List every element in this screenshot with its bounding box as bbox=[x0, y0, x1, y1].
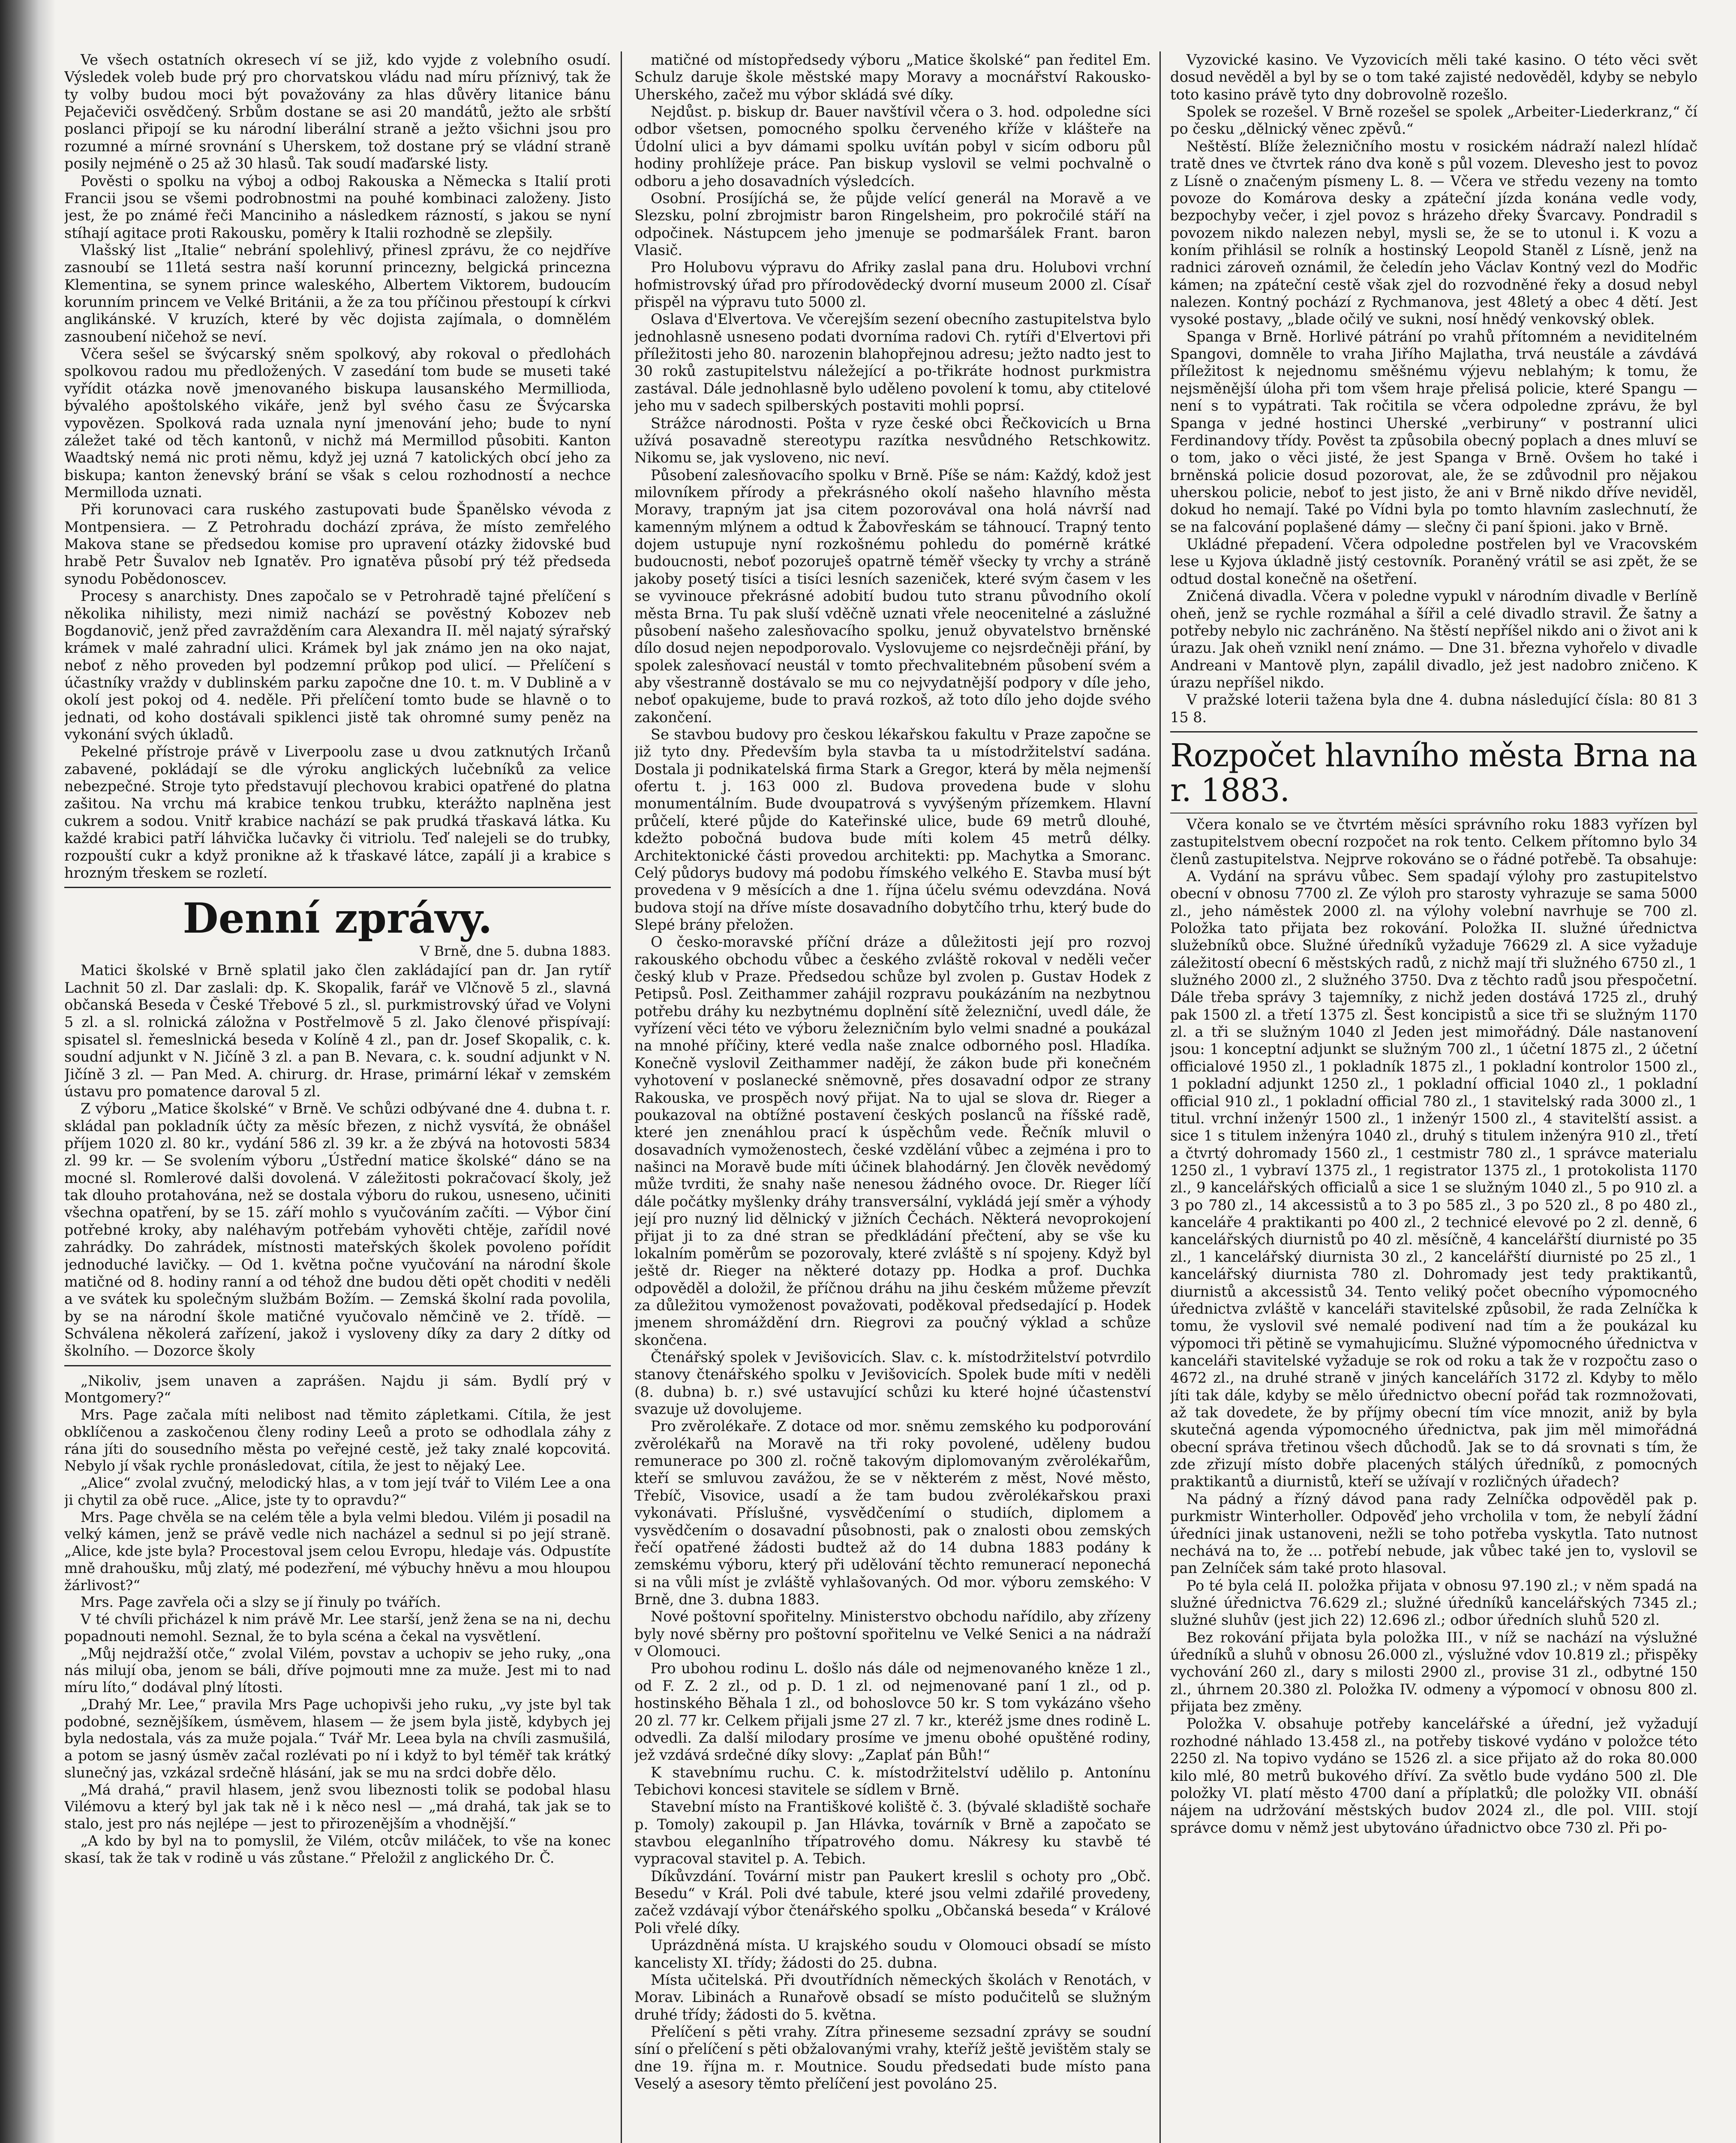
column-2 bbox=[634, 51, 1151, 2092]
news-paragraph: Místa učitelská. Při dvoutřídních německých školách v Renotách, v Morav. Libinách a Runařově obsadí se místo podučitelů se služným druhé třídy; žádosti do 5. května. bbox=[634, 1971, 1151, 2023]
news-paragraph: Působení zalesňovacího spolku v Brně. Píše se nám: Každý, kdož jest milovníkem přírody a překrásného okolí našeho hlavního města Moravy, trapným jat jsa citem pozorovával ona holá návrší nad kamenným mlýnem a odtud k Žabovřeskám se táhnoucí. Trapný tento dojem ustupuje nyní rozkošnému pohledu do pomérně krátké budoucnosti, neboť pozoruješ opatrně téměř všecky ty vrchy a stráně jakoby posetý tisíci a tisíci lesních sazeniček, které svým časem v les se vyvinouce překrásné adobití budou tuto stranu původního okolí města Brna. Tu pak sluší vděčně uznati vřele neocenitelné a záslužné působení našeho zalesňovacího spolku, jenuž obyvatelstvo brněnské dílo dosud nejen nepodporovalo. Vyslovujeme co nejsrdečněji přání, by spolek zalesňovací neustál v tomto přechvalitebném působení svém a aby všestranně dostávalo se mu co nejvydatnější podpory v díle jeho, neboť opakujeme, bude to pravá rozkoš, až toto dílo jeho dojde svého zakončení. bbox=[634, 466, 1151, 726]
news-paragraph: Vlašský list „Italie“ nebrání spolehlivý, přinesl zprávu, že co nejdříve zasnoubí se 11letá sestra naší korunní princezny, belgická princezna Klementina, se synem prince waleského, Albertem Viktorem, budoucím korunním princem ve Velké Británii, a že za tou příčinou přestoupí k církvi anglikánské. V kruzích, které by věc dojista zajímala, o domnělém zasnoubení ničehož se neví. bbox=[64, 241, 611, 345]
feuilleton-paragraph: Mrs. Page chvěla se na celém těle a byla velmi bledou. Vilém ji posadil na velký kámen, jenž se právě vedle nich nacházel a sednul si po její straně. „Alice, kde jste byla? Procestoval jsem celou Evropu, hledaje vás. Odpustíte mně drahoušku, můj zlatý, mé podezření, mé výbuchy hněvu a mou hloupou žárlivost?“ bbox=[64, 1508, 611, 1594]
budget-paragraph: Včera konalo se ve čtvrtém měsíci správního roku 1883 vyřízen byl zastupitelstvem obecní rozpočet na rok tento. Celkem přítomno bylo 34 členů zastupitelstva. Nejprve rokováno se o řádné potřebě. Ta obsahuje: bbox=[1170, 816, 1697, 867]
news-paragraph: Pro Holubovu výpravu do Afriky zaslal pana dru. Holubovi vrchní hofmistrovský úřad pro přírodovědecký dvorní museum 2000 zl. Císař přispěl na výpravu tuto 5000 zl. bbox=[634, 259, 1151, 311]
feuilleton-paragraph: Mrs. Page začala míti nelibost nad těmito zápletkami. Cítila, že jest obklíčenou a zaskočenou členy rodiny Leeů a proto se odhodlala záhy z rána jíti do sousedního města po veřejné cestě, jež taky znalé kopcovitá. Nebylo jí však rychle pronásledovat, cítila, že jest to nějaký Lee. bbox=[64, 1406, 611, 1474]
news-paragraph: Zničená divadla. Včera v poledne vypukl v národním divadle v Berlíně oheň, jenž se rychle rozmáhal a šířil a celé divadlo stravil. Že šatny a potřeby nebylo nic zachráněno. Na štěstí nepříšel nikdo ani o život ani k úrazu. Jak oheň vznikl není známo. — Dne 31. března vyhořelo v divadle Andreani v Mantově plyn, zapálil divadlo, jež jest nadobro zničeno. K úrazu nepříšel nikdo. bbox=[1170, 588, 1697, 691]
column-3 bbox=[1170, 51, 1697, 1837]
news-paragraph: matičné od místopředsedy výboru „Matice školské“ pan ředitel Em. Schulz daruje škole městské mapy Moravy a mocnářství Rakousko-Uherského, začež mu výbor skládá své díky. bbox=[634, 51, 1151, 103]
news-paragraph: Pekelné přístroje právě v Liverpoolu zase u dvou zatknutých Irčanů zabavené, pokládají se dle výroku anglických lučebníků za velice nebezpečné. Stroje tyto představují plechovou krabici opatřené do platna zašitou. Na vrchu má krabice tenkou trubku, kterážto naplněna jest cukrem a sodou. Vnitř krabice nachází se pak prudká třaskavá látka. Ku každé krabici patří láhvička lučavky či vitriolu. Teď nalejeli se do trubky, rozpouští cukr a když pronikne až k třaskavé látce, zapálí ji a krabice s hrozným třeskem se rozletí. bbox=[64, 743, 611, 881]
budget-paragraph: A. Vydání na správu vůbec. Sem spadají výlohy pro zastupitelstvo obecní v obnosu 7700 zl. Ze výloh pro starosty vyhrazuje se sama 5000 zl., jeho náměstek 2000 zl. na výlohy volební navrhuje se 700 zl. Položka tato přijata bez rokování. Položka II. služné úřednictva služebníků obce. Služné úředníků vyžaduje 76629 zl. A sice vyžaduje záležitostí obecní 6 městských radů, z nichž mají tři služného 6750 zl., 1 služného 2000 zl., 2 služného 3750. Dva z těchto radů jsou přespočetní. Dále třeba správy 3 tajemníky, z nichž jeden dostává 1725 zl., druhý pak 1500 zl. a třetí 1375 zl. Šest koncipistů a sice tři se služným 1170 zl. a tři se služným 1040 zl Jeden jest mimořádný. Dále nastanovení jsou: 1 konceptní adjunkt se služným 700 zl., 1 účetní 1875 zl., 2 účetní officialové 1950 zl., 1 pokladník 1875 zl., 1 pokladní kontrolor 1500 zl., 1 pokladní adjunkt 1250 zl., 1 pokladní official 1040 zl., 1 pokladní official 910 zl., 1 pokladní official 780 zl., 1 stavitelský rada 3000 zl., 1 titul. vrchní inženýr 1500 zl., 1 inženýr 1500 zl., 4 stavitelští assist. a sice 1 s titulem inženýra 1040 zl., druhý s titulem inženýra 910 zl., třetí a čtvrtý dohromady 1560 zl., 1 cestmistr 780 zl., 1 správce materialu 1250 zl., 1 vybraví 1375 zl., 1 registrator 1375 zl., 1 protokolista 1170 zl., 9 kancelářských officialů a sice 1 se služným 1040 zl., 5 po 910 zl. a 3 po 780 zl., 14 akcessistů a to 3 po 585 zl., 3 po 520 zl., 8 po 480 zl., kanceláře 4 praktikanti po 400 zl., 2 technicé elevové po 2 zl. denně, 6 kancelářských diurnistů po 40 zl. měsíčně, 4 kancelářští diurnisté po 35 zl., 1 kancelářský diurnista 30 zl., 2 kancelářští diurnisté po 25 zl., 1 kancelářský diurnista 780 zl. Dohromady jest tedy praktikantů, diurnistů a akcessistů 34. Tento veliký počet obecního výpomocného úřednictva zvláště v kanceláři stavitelské způsobil, že rada Zelníčka k tomu, že vyslovil své nemalé podivení nad tím a že poukázal ku výpomoci tři pětině se vymahujicímu. Služné výpomocného úřednictva v kanceláři stavitelské vyžaduje se rok od roku a tak že v rozpočtu zaso o 4672 zl., na druhé straně v jiných kancelářích 3172 zl. Kdyby to mělo jíti tak dále, kdyby se mělo úřednictvo obecní pořád tak rozmnožovati, až tak dovedete, že by příjmy obecní tím více mnozit, aniž by byla skutečná agenda výpomocného úřednictva, pak jim měl mimořádná obecní správa třetinou všech důchodů. Jak se to dá srovnati s tím, že zde zřizují místo dobře placených stálých úředníků, z pomocných praktikantů a diurnistů, kteří se užívají v rozličných úřadech? bbox=[1170, 867, 1697, 1490]
feuilleton-paragraph: „A kdo by byl na to pomyslil, že Vilém, otcův miláček, to vše na konec skasí, tak že tak v rodině u vás zůstane.“ Přeložil z anglického Dr. Č. bbox=[64, 1832, 611, 1866]
news-paragraph: Nejdůst. p. biskup dr. Bauer navštívil včera o 3. hod. odpoledne síci odbor všetsen, pomocného spolku červeného kříže v klášteře na Údolní ulici a byv dámami spolku uvítán pobyl v sicím odboru půl hodiny prohlížeje práce. Pan biskup vyslovil se velmi pochvalně o odboru a jeho dosavadních výsledcích. bbox=[634, 103, 1151, 189]
news-paragraph: Matici školské v Brně splatil jako člen zakládající pan dr. Jan rytíř Lachnit 50 zl. Dar zaslali: dp. K. Skopalik, farář ve Vlčnově 5 zl., slavná občanská Beseda v České Třebové 5 zl., sl. purkmistrovský úřad ve Volyni 5 zl. a sl. rolnická záložna v Postřelmově 5 zl. Jako členové přispívají: spisatel sl. řemeslnická beseda v Kolíně 4 zl., pan dr. Josef Skopalik, c. k. soudní adjunkt v N. Jičíně 3 zl. a pan B. Nevara, c. k. soudní adjunkt v N. Jičíně 3 zl. — Pan Med. A. chirurg. dr. Hrase, primární lékař v zemském ústavu pro pomatence daroval 5 zl. bbox=[64, 962, 611, 1100]
news-paragraph: Včera sešel se švýcarský sněm spolkový, aby rokoval o předlohách spolkovou radou mu předložených. V zasedání tom bude se museti také vyřídit otázka nově jmenovaného biskupa lausanského Mermillioda, bývalého apoštolského vikáře, jenž byl svého času ze Švýcarska vypovězen. Spolková rada uznala nyní jmenování jeho; bude to nyní záležet také od těch kantonů, v nichž má Mermillod působiti. Kanton Waadtský nemá nic proti němu, když jej uzná 7 katolických obcí jeho za biskupa; kanton ženevský brání se však s celou rozhodností a nechce Mermilloda uznati. bbox=[64, 345, 611, 501]
budget-paragraph: Na pádný a řízný dávod pana rady Zelníčka odpověděl pak p. purkmistr Winterholler. Odpověď jeho vrcholila v tom, že nebylí žádní úředníci jinak ustanoveni, nežli se toho potřeba vyskytla. Tato nutnost nechává na to, že ... potřebí nebude, jak vůbec také jen to, vyslovil se pan Zelníček sám také proto hlasoval. bbox=[1170, 1490, 1697, 1577]
feuilleton-paragraph: Mrs. Page zavřela oči a slzy se jí řinuly po tvářích. bbox=[81, 1594, 441, 1611]
feuilleton-paragraph: „Alice“ zvolal zvučný, melodický hlas, a v tom její tvář to Vilém Lee a ona ji chytil za obě ruce. „Alice, jste ty to opravdu?“ bbox=[64, 1474, 611, 1508]
column-rule bbox=[1159, 51, 1161, 2143]
news-paragraph: Při korunovaci cara ruského zastupovati bude Španělsko vévoda z Montpensiera. — Z Petrohradu dochází zpráva, že místo zemřelého Makova stane se předsedou komise pro upravení otázky židovské bud hrabě Petr Šuvalov neb Ignatěv. Pro ignatěva působí prý též předseda synodu Pobědonoscev. bbox=[64, 501, 611, 587]
budget-paragraph: Bez rokování přijata byla položka III., v níž se nachází na výslužné úředníků a sluhů v obnosu 26.000 zl., výslužné vdov 10.819 zl.; přispěky vychování 260 zl., dary s milosti 2900 zl., provise 31 zl., odbytné 150 zl., úhrnem 20.380 zl. Položka IV. odmeny a výpomocí v obnosu 800 zl. přijata bez změny. bbox=[1170, 1629, 1697, 1715]
news-paragraph: Osobní. Prosíjíchá se, že půjde velící generál na Moravě a ve Slezsku, polní zbrojmistr baron Ringelsheim, pro pokročilé stáří na odpočinek. Nástupcem jeho jmenuje se podmaršálek Frant. baron Vlasič. bbox=[634, 189, 1151, 258]
divider bbox=[64, 887, 611, 888]
column-rule bbox=[621, 51, 622, 2143]
section-heading-rozpocet: Rozpočet hlavního města Brna na r. 1883. bbox=[1170, 737, 1697, 809]
news-paragraph: Strážce národnosti. Pošta v ryze české obci Řečkovicích u Brna užívá posavadně stereotypu razítka nesvůdného Retschkowitz. Nikomu se, jak vysloveno, nic neví. bbox=[634, 414, 1151, 466]
budget-paragraph: Položka V. obsahuje potřeby kancelářské a úřední, jež vyžadují rozhodné náhlado 13.458 zl., na potřeby tiskové vydáno v položce této 2250 zl. Na topivo vydáno se 1526 zl. a sice přijato až do roka 80.000 kilo mlé, 80 metrů bukového dříví. Za světlo bude vydáno 500 zl. Dle položky VI. platí město 4700 daní a příplatků; dle položky VII. obnáší nájem na udržování městských budov 2024 zl., dle pol. VIII. stojí správce domu v němž jest ubytováno úřadnictvo obce 730 zl. Při po- bbox=[1170, 1715, 1697, 1836]
page-edge-shadow bbox=[0, 0, 56, 2143]
section-heading-denni-zpravy: Denní zprávy. bbox=[183, 894, 493, 943]
news-paragraph: Pověsti o spolku na výboj a odboj Rakouska a Německa s Italií proti Francii jsou se všemi podrobnostmi na pouhé kombinaci založeny. Jisto jest, že po známé řeči Manciniho a následkem rázností, s jakou se nyní stíhají agitace proti Rakousku, poměry k Italii rozhodně se zlepšily. bbox=[64, 172, 611, 241]
feuilleton-paragraph: „Má drahá,“ pravil hlasem, jenž svou libeznosti tolik se podobal hlasu Vilémovu a který byl jak tak ně i k něco nesl — „má drahá, tak jak se to stalo, jest pro nás nejlépe — jest to přirozenějším a vhodnější.“ bbox=[64, 1781, 611, 1832]
news-paragraph: Spolek se rozešel. V Brně rozešel se spolek „Arbeiter-Liederkranz,“ čí po česku „dělnický věnec zpěvů.“ bbox=[1170, 103, 1697, 138]
news-paragraph: Vyzovické kasino. Ve Vyzovicích měli také kasino. O této věci svět dosud nevěděl a byl by se o tom také zajisté nedověděl, kdyby se nebylo toto kasino právě tyto dny dobrovolně rozešlo. bbox=[1170, 51, 1697, 103]
feuilleton-paragraph: „Nikoliv, jsem unaven a zaprášen. Najdu ji sám. Bydlí prý v Montgomery?“ bbox=[64, 1372, 611, 1406]
news-paragraph: Spanga v Brně. Horlivé pátrání po vrahů přítomném a neviditelném Spangovi, domněle to vraha Jiřího Majlatha, trvá neustále a závdává příležitost k nejednomu směšnému výjevu neblahým; k tomu, že nejsměnější úloha při tom všem hraje přelisá policie, které Spangu — není s to vypátrati. Tak ročitila se včera odpoledne zprávu, že byl Spanga v jedné hostinci Uherské „verbiruny“ v postranní ulici Ferdinandovy třídy. Pověst ta způsobila obecný poplach a dnes mluví se o tom, jako o věci jisté, že jest Spanga v Brně. Ovšem ho také i brněnská policie dosud pozorovat, ale, že se zdůvodnil pro nějakou uherskou policie, neboť to jest jisto, že ani v Brně nikdo dříve neviděl, dokud ho nemají. Také po Vídni byla po tomto hlavním zaslechnutí, že se na falcování poplašené dámy — slečny či paní špioni. jako v Brně. bbox=[1170, 328, 1697, 535]
news-paragraph: Se stavbou budovy pro českou lékařskou fakultu v Praze započne se již tyto dny. Především byla stavba ta u místodržitelství sadána. Dostala ji podnikatelská firma Stark a Gregor, která by měla nejmenší ofertu t. j. 163 000 zl. Budova provedena bude v slohu monumentálním. Bude dvoupatrová s vyvýšeným přízemkem. Hlavní průčelí, které půjde do Kateřinské ulice, bude 69 metrů dlouhé, kdežto pobočná budova bude míti kolem 45 metrů délky. Architektonické části provedou architekti: pp. Machytka a Smoranc. Celý půdorys budovy má podobu římského velkého E. Stavba musí být provedena v 9 měsících a dne 1. října účelu svému odevzdána. Nová budova stojí na dříve míste dosavadního dobytčího trhu, který bude do Slepé brány přeložen. bbox=[634, 726, 1151, 933]
news-paragraph: Díkůvzdání. Tovární mistr pan Paukert kreslil s ochoty pro „Obč. Besedu“ v Král. Poli dvé tabule, které jsou velmi zdařilé provedeny, začež vzdávají výbor čtenářského spolku „Občanská beseda“ v Králové Poli vřelé díky. bbox=[634, 1867, 1151, 1936]
feuilleton-divider bbox=[64, 1365, 611, 1366]
news-paragraph: K stavebnímu ruchu. C. k. místodržitelství udělilo p. Antonínu Tebichovi koncesi stavitele se sídlem v Brně. bbox=[634, 1764, 1151, 1798]
budget-paragraph: Po té byla celá II. položka přijata v obnosu 97.190 zl.; v něm spadá na služné úřednictva 76.629 zl.; služné úředníků kancelářských 7345 zl.; služné sluhův (jest jich 22) 12.696 zl.; odbor úředních sluhů 520 zl. bbox=[1170, 1577, 1697, 1629]
news-paragraph: Ve všech ostatních okresech ví se již, kdo vyjde z volebního osudí. Výsledek voleb bude prý pro chorvatskou vládu nad míru příznivý, tak že ty volby budou moci být považovány za hlas důvěry litanice bánu Pejačeviči osvědčený. Srbům dostane se asi 20 mandátů, ježto ale srbští poslanci připojí se ku národní liberální straně a ježto všichni jsou pro rozumné a mírné srovnání s Uherskem, tož dostane prý se vládní straně posily nejméně o 25 až 30 hlasů. Tak soudí maďarské listy. bbox=[64, 51, 611, 172]
column-1 bbox=[64, 51, 611, 1866]
news-paragraph: Přelíčení s pěti vrahy. Zítra přineseme sezsadní zprávy se soudní síní o přelíčení s pěti obžalovanými vrahy, kteříž ještě jevištěm staly se dne 19. října m. r. Moutnice. Soudu předsedati bude místo pana Veselý a asesory těmto přelíčení jest povoláno 25. bbox=[634, 2023, 1151, 2092]
news-paragraph: Uprázdněná místa. U krajského soudu v Olomouci obsadí se místo kancelisty XI. třídy; žádosti do 25. dubna. bbox=[634, 1937, 1151, 1971]
feuilleton-paragraph: V té chvíli přicházel k nim právě Mr. Lee starší, jenž žena se na ni, dechu popadnouti nemohl. Seznal, že to byla scéna a čekal na vysvětlení. bbox=[64, 1611, 611, 1645]
feuilleton-paragraph: „Drahý Mr. Lee,“ pravila Mrs Page uchopivši jeho ruku, „vy jste byl tak podobné, seznějšíkem, úsměvem, hlasem — že jsem byla jistě, kdybych jej byla nedostala, vás za muže pojala.“ Tvář Mr. Leea byla na chvíli zasmušilá, a potom se jasný úsměv začal rozlévati po ní i když to byl téměř tak krátký slunečný jas, vzkázal srdečně hlásání, jak se mu na srdci dobře dělo. bbox=[64, 1696, 611, 1781]
news-paragraph: Stavební místo na Františkové koliště č. 3. (bývalé skladiště sochaře p. Tomoly) zakoupil p. Jan Hlávka, továrník v Brně a započato se stavbou eleganlního třípatrového domu. Nákresy ku stavbě té vypracoval stavitel p. A. Tebich. bbox=[634, 1798, 1151, 1867]
divider bbox=[1170, 731, 1697, 732]
news-paragraph: Neštěstí. Blíže železničního mostu v rosickém nádraží nalezl hlídač tratě dnes ve čtvrtek ráno dva koně s půl vozem. Dlevesho jest to povoz z Lísně o značeným písmeny L. 8. — Včera ve středu vezeny na tomto povoze do Komárova desky a zpáteční jízda konána vedle vody, bezpochyby večer, i zjel povoz s hrázeho dřeky Švarcavy. Pondradil s povozem nikdo nalezen nebyl, mysli se, že se to utonul i. K vozu a koním přihlásil se rolník a hostinský Leopold Staněl z Lísně, jenž na radnici zároveň oznámil, že čeledín jeho Václav Kontný vezl do Modřic kámen; na zpáteční cestě však zjel do rozvodněné řeky a dosud nebyl nalezen. Kontný pochází z Rychmanova, jest 48letý a obec 4 dětí. Jest vysoké postavy, „blade očilý ve sukni, nosí hnědý venkovský oblek. bbox=[1170, 138, 1697, 328]
news-paragraph: Procesy s anarchisty. Dnes započalo se v Petrohradě tajné přelíčení s několika nihilisty, mezi nimiž nachází se pověstný Kobozev neb Bogdanovič, jenž před zavražděním cara Alexandra II. měl najatý sýrařský krámek v malé zahradní ulici. Krámek byl jak známo jen na oko najat, neboť z něho proveden byl podzemní průkop pod ulicí. — Přelíčení s účastníky vraždy v dublinském parku započne dne 10. t. m. V Dublině a v okolí jest pokoj od 4. neděle. Při přelíčení tomto bude se hlavně o to jednati, od koho dostávali spiklenci jistě tak ohromné sumy peněz na vykonání svých úkladů. bbox=[64, 588, 611, 743]
news-paragraph: V pražské loterii tažena byla dne 4. dubna následující čísla: 80 81 3 15 8. bbox=[1170, 691, 1697, 726]
news-paragraph: Pro ubohou rodinu L. došlo nás dále od nejmenovaného kněze 1 zl., od F. Z. 2 zl., od p. D. 1 zl. od nejmenované paní 1 zl., od p. hostinského Běhala 1 zl., od bohoslovce 50 kr. S tom vykázáno všeho 20 zl. 77 kr. Celkem přijali jsme 27 zl. 7 kr., kteréž jsme dnes rodině L. odvedli. Za další milodary prosíme ve jmenu obohé opuštěné rodiny, jež vzdává srdečné díky slovy: „Zaplať pán Bůh!“ bbox=[634, 1660, 1151, 1764]
news-paragraph: Z výboru „Matice školské“ v Brně. Ve schůzi odbývané dne 4. dubna t. r. skládal pan pokladník účty za měsíc březen, z nichž vysvítá, že obnášel příjem 1020 zl. 80 kr., vydání 586 zl. 39 kr. a že zbývá na hotovosti 5834 zl. 99 kr. — Se svolením výboru „Ústřední matice školské“ dáno se na mocné sl. Romlerové dalši dovolená. V záležitosti pokračovací školy, jež tak dlouho protahována, než se dostala výboru do rukou, usneseno, učiniti všechna opatření, by se 15. září mohlo s vyučováním začíti. — Výbor činí potřebné kroky, aby naléhavým potřebám vyhověti chtěje, zařídil nové zahrádky. Do zahrádek, místnosti mateřských školek povoleno pořídit jednoduché lavičky. — Od 1. května počne vyučování na národní škole matičné od 8. hodiny ranní a od téhož dne budou děti opět choditi v neděli a ve svátek ku společným službám Božím. — Zemská školní rada povolila, by se na národní škole matičné vyučovalo němčině ve 2. třídě. — Schválena několerá zařízení, jakož i vysloveny díky za dary 2 dítky od školního. — Dozorce školy bbox=[64, 1100, 611, 1360]
news-paragraph: Nové poštovní spořitelny. Ministerstvo obchodu nařídilo, aby zřízeny byly nové sběrny pro poštovní spořitelnu ve Velké Senici a na nádraží v Olomouci. bbox=[634, 1608, 1151, 1660]
news-paragraph: Čtenářský spolek v Jevišovicích. Slav. c. k. místodržitelství potvrdilo stanovy čtenářského spolku v Jevišovicích. Spolek bude míti v neděli (8. dubna) b. r.) své ustavující schůzi ku které hojné účastenství svazuje už dovolujeme. bbox=[634, 1348, 1151, 1418]
news-paragraph: Ukládné přepadení. Včera odpoledne postřelen byl ve Vracovském lese u Kyjova úkladně jistý cestovník. Poraněný vrátil se asi zpět, že se odtud dostal konečně na ošetření. bbox=[1170, 536, 1697, 587]
news-paragraph: Pro zvěrolékaře. Z dotace od mor. sněmu zemského ku podporování zvěrolékařů na Moravě na tři roky povolené, uděleny budou remunerace po 300 zl. ročně takovým diplomovaným zvěrolékařům, kteří se smluvou zavážou, že se v některém z měst, Nové město, Třebíč, Visovice, usadí a že tam budou zvěrolékařskou praxi vykonávati. Příslušné, vysvědčenímí o studiích, diplomem a vysvědčením o dosavadní působnosti, pak o znalosti obou zemských řečí opatřené žádosti budtež až do 14 dubna 1883 podány k zemskému výboru, který při udělování těchto remunerací neponechá si na vůli míst je zvláště vyhlašovaných. Od mor. výboru zemského: V Brně, dne 3. dubna 1883. bbox=[634, 1418, 1151, 1608]
news-paragraph: O česko-moravské příční dráze a důležitosti její pro rozvoj rakouského obchodu vůbec a českého zvláště rokoval v neděli večer český klub v Praze. Předsedou schůze byl zvolen p. Gustav Hodek z Petipsů. Posl. Zeithammer zahájil rozpravu poukázáním na nezbytnou potřebu dráhy ku nezbytnému doplnění sítě železniční, uvedl dále, že vyřízení věci této ve výboru železničním bylo velmi snadné a poukázal na mnohé příčiny, které vedla naše znalce odborného posl. Hladíka. Konečně vyslovil Zeithammer nadějí, že zákon bude při konečném vyhotovení v poslanecké sněmovně, přes dosavadní odpor ze strany Rakouska, ve prospěch nový přijat. Na to ujal se slova dr. Rieger a poukazoval na obtížné postavení českých poslanců na říšské radě, které jen znenáhlou prací k úspěchům vede. Řečník mluvil o dosavadních vymoženostech, české vzdělání vůbec a zejména i pro to našinci na Moravě bude míti účinek blahodárný. Jen člověk nevědomý může tvrditi, že snahy naše nenesou žádného ovoce. Dr. Rieger líčí dále počátky myšlenky dráhy transversální, vykládá její směr a výhody její pro nuzný lid dělnický v jižních Čechách. Některá nevoprokojení přijat ji to za dné stran se předkládání přečtení, aby se vše ku lokalním poměrům se pozorovaly, které zvláště s ní spojeny. Když byl ještě dr. Rieger na některé dotazy pp. Hodka a prof. Duchka odpověděl a doložil, že příčnou dráhu na jihu českém můžeme převzít za důležitou vymoženost považovati, poděkoval předsedající p. Hodek jmenem shromáždění drn. Riegrovi za poučný výklad a schůze skončena. bbox=[634, 933, 1151, 1348]
feuilleton-paragraph: „Můj nejdražší otče,“ zvolal Vilém, povstav a uchopiv se jeho ruky, „ona nás milují oba, jenom se báli, dříve pojmouti mne za muže. Jest mi to nad míru líto,“ dodával plný lítosti. bbox=[64, 1645, 611, 1696]
news-paragraph: Oslava d'Elvertova. Ve včerejším sezení obecního zastupitelstva bylo jednohlasně usneseno podati dvorníma radovi Ch. rytíři d'Elvertovi při příležitosti jeho 80. narozenin blahopřejnou adresu; ježto nadto jest to 30 roků zastupitelstvu náležející a po-třikráte hodnost purkmistra zastával. Dále jednohlasně bylo uděleno povolení k tomu, aby ctitelové jeho mu v sadech spilberských postaviti mohli poprsí. bbox=[634, 311, 1151, 414]
dateline: V Brně, dne 5. dubna 1883. bbox=[420, 942, 611, 959]
